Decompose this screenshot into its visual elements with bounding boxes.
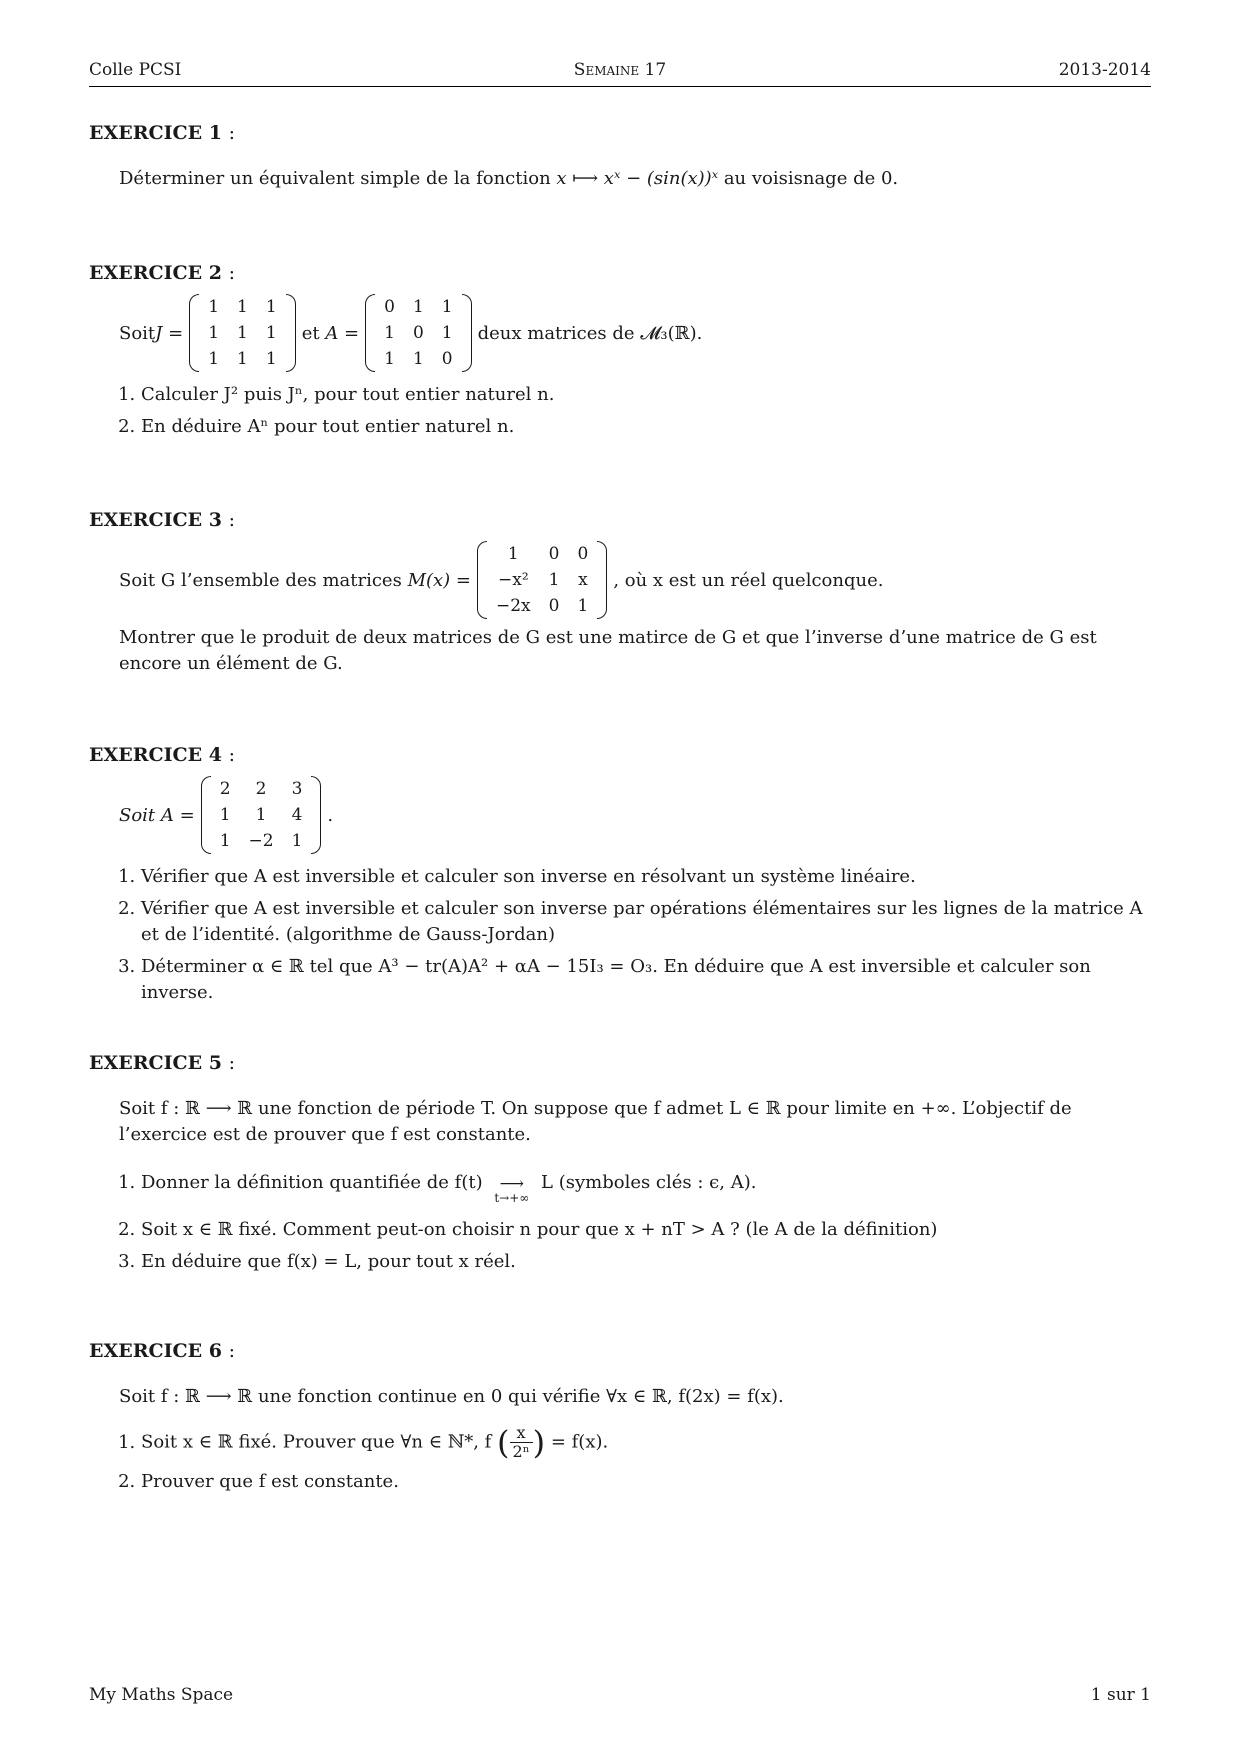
matrix-cell: 1 <box>441 323 453 343</box>
exercise-3 <box>89 509 1151 677</box>
matrix-cell: −x² <box>498 570 529 590</box>
matrix-cell: 1 <box>208 323 220 343</box>
matrix-cell: x <box>578 570 588 590</box>
limit-notation: ⟶ t→+∞ <box>494 1174 530 1205</box>
list-item: 3. Déterminer α ∈ ℝ tel que A³ − tr(A)A² + αA − 15I₃ = O₃. En déduire que A est inversible et calculer son inverse. <box>141 954 1151 1006</box>
exercise-3-intro: Soit G l’ensemble des matrices M(x) = 1 0 0 −x² 1 x −2x 0 1 , où x est un réel quelconque. <box>89 541 1151 619</box>
matrix-j <box>189 294 295 372</box>
exercise-4 <box>89 744 1151 1012</box>
list-item: 1. Vérifier que A est inversible et calculer son inverse en résolvant un système linéaire. <box>141 864 1151 890</box>
matrix-cell: 3 <box>291 779 303 799</box>
matrix-cell: 1 <box>265 297 277 317</box>
matrix-cell: 0 <box>412 323 424 343</box>
exercise-5-text: Soit f : ℝ ⟶ ℝ une fonction de période T. On suppose que f admet L ∈ ℝ pour limite en +∞. L’objectif de l’exercice est de prouver que f est constante. <box>119 1098 1072 1145</box>
list-item: 2. Vérifier que A est inversible et calculer son inverse par opérations élémentaires sur les lignes de la matrice A et de l’identité. (algorithme de Gauss-Jordan) <box>141 896 1151 948</box>
list-item: 1. Calculer J² puis Jⁿ, pour tout entier naturel n. <box>141 382 1151 408</box>
exercise-5-list <box>89 1170 1151 1275</box>
matrix-a <box>365 294 471 372</box>
matrix-cell: 1 <box>412 349 424 369</box>
matrix-cell: 1 <box>265 349 277 369</box>
list-item: 2. Soit x ∈ ℝ fixé. Comment peut-on choisir n pour que x + nT > A ? (le A de la définition) <box>141 1217 1151 1243</box>
header-left: Colle PCSI <box>89 60 182 80</box>
exercise-1-text: Déterminer un équivalent simple de la fonction x ⟼ xˣ − (sin(x))ˣ au voisisnage de 0. <box>119 168 899 189</box>
exercise-4-list <box>89 864 1151 1006</box>
matrix-cell: 1 <box>507 544 519 564</box>
matrix-cell: 1 <box>384 323 395 343</box>
matrix-cell: 2 <box>255 779 267 799</box>
matrix-cell: 1 <box>577 596 589 616</box>
header-right: 2013-2014 <box>1058 60 1151 80</box>
footer-left: My Maths Space <box>89 1685 234 1705</box>
list-item: 2. En déduire Aⁿ pour tout entier naturel n. <box>141 414 1151 440</box>
matrix-cell: 0 <box>548 596 560 616</box>
matrix-cell: 1 <box>255 805 267 825</box>
matrix-m <box>477 541 607 619</box>
matrix-cell: 1 <box>441 297 453 317</box>
matrix-cell: 0 <box>384 297 395 317</box>
exercise-5-title: EXERCICE 5 : <box>89 1052 235 1074</box>
exercise-1 <box>89 122 1151 192</box>
matrix-cell: 0 <box>548 544 560 564</box>
list-item: 1. Soit x ∈ ℝ fixé. Prouver que ∀n ∈ ℕ*, f ( $\frac{x}{\text{2ⁿ}}$ ) = f(x). <box>141 1424 1151 1461</box>
matrix-cell: 2 <box>219 779 231 799</box>
exercise-2-list <box>89 382 1151 440</box>
matrix-cell: 1 <box>237 349 248 369</box>
exercise-4-title: EXERCICE 4 : <box>89 744 235 766</box>
list-item: 2. Prouver que f est constante. <box>141 1469 1151 1495</box>
exercise-6-title: EXERCICE 6 : <box>89 1340 235 1362</box>
exercise-6-text: Soit f : ℝ ⟶ ℝ une fonction continue en 0 qui vérifie ∀x ∈ ℝ, f(2x) = f(x). <box>119 1386 784 1407</box>
matrix-cell: 1 <box>237 323 248 343</box>
exercise-2-title: EXERCICE 2 : <box>89 262 235 284</box>
exercise-6-list <box>89 1424 1151 1495</box>
matrix-cell: 1 <box>219 805 231 825</box>
exercise-4-intro: Soit A = 2 2 3 1 1 4 1 −2 1 . <box>89 776 1151 854</box>
exercise-5 <box>89 1052 1151 1281</box>
matrix-cell: 0 <box>441 349 453 369</box>
page-header <box>89 60 1151 87</box>
matrix-cell: 4 <box>291 805 303 825</box>
exercise-3-text: Montrer que le produit de deux matrices de G est une matirce de G et que l’inverse d’une matrice de G est encore un élément de G. <box>119 627 1097 674</box>
exercise-1-title: EXERCICE 1 : <box>89 122 235 144</box>
matrix-cell: 1 <box>291 831 303 851</box>
matrix-cell: 1 <box>384 349 395 369</box>
matrix-cell: 1 <box>265 323 277 343</box>
header-center: Semaine 17 <box>573 60 667 80</box>
exercise-2 <box>89 262 1151 446</box>
matrix-cell: 1 <box>548 570 560 590</box>
fraction: $\frac{x}{\text{2ⁿ}}$ <box>510 1424 533 1461</box>
matrix-cell: 1 <box>208 349 220 369</box>
footer-right: 1 sur 1 <box>1090 1685 1151 1705</box>
matrix-cell: −2 <box>248 831 274 851</box>
matrix-cell: −2x <box>496 596 531 616</box>
matrix-cell: 1 <box>237 297 248 317</box>
matrix-cell: 1 <box>208 297 220 317</box>
matrix-a4 <box>201 776 322 854</box>
exercise-3-title: EXERCICE 3 : <box>89 509 235 531</box>
list-item: 1. Donner la définition quantifiée de f(t) ⟶ t→+∞ L (symboles clés : ϵ, A). <box>141 1170 1151 1205</box>
exercise-2-intro: Soit J = 1 1 1 1 1 1 1 1 1 et A = 0 1 1 1 0 1 1 1 0 deux matrices de 𝓜₃(ℝ). <box>89 294 1151 372</box>
list-item: 3. En déduire que f(x) = L, pour tout x réel. <box>141 1249 1151 1275</box>
matrix-cell: 0 <box>577 544 589 564</box>
exercise-6 <box>89 1340 1151 1501</box>
matrix-cell: 1 <box>219 831 231 851</box>
matrix-cell: 1 <box>412 297 424 317</box>
